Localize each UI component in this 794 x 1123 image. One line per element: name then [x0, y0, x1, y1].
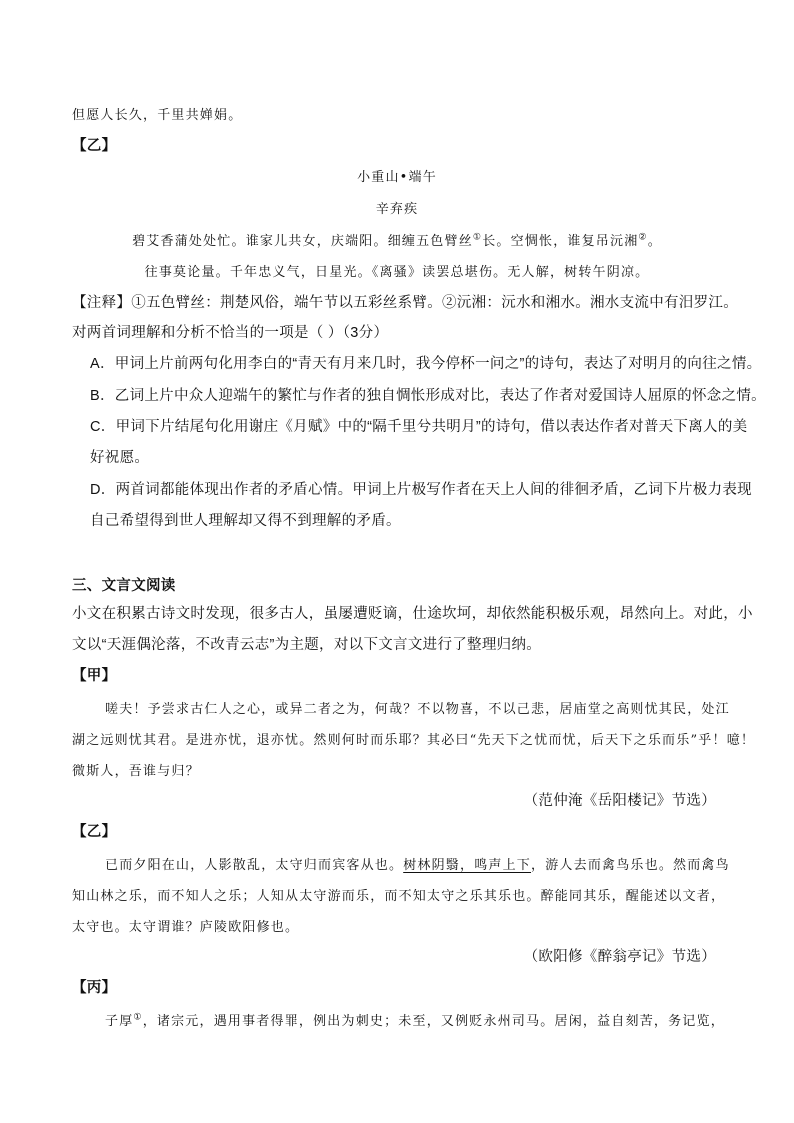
poem1-last-line: 但愿人长久，千里共婵娟。 [72, 108, 243, 123]
option-c-line-2: 好祝愿。 [90, 450, 150, 466]
poem2-line-2: 往事莫论量。千年忠义气，日星光。《离骚》读罢总堪伤。无人解，树转午阴凉。 [144, 265, 650, 280]
poem2-title: 小重山•端午 [357, 170, 437, 185]
section-intro-line-2: 文以“天涯偶沦落，不改青云志”为主题，对以下文言文进行了整理归纳。 [72, 637, 542, 653]
passage-a-line-2: 湖之远则忧其君。是进亦忧，退亦忧。然则何时而乐耶？其必曰“先天下之忧而忧，后天下之乐而乐”乎！噫！ [72, 733, 756, 748]
passage-b-marker: 【乙】 [72, 824, 117, 840]
option-d-line-1: D．两首词都能体现出作者的矛盾心情。甲词上片极写作者在天上人间的徘徊矛盾，乙词下片极力表现 [90, 482, 752, 498]
poem2-marker: 【乙】 [72, 138, 117, 154]
option-a: A．甲词上片前两句化用李白的“青天有月来几时，我今停杯一问之”的诗句，表达了对明月的向往之情。 [90, 356, 762, 372]
footnote-marker: ② [638, 232, 648, 243]
question-stem: 对两首词理解和分析不恰当的一项是（ ）（3分） [72, 325, 389, 341]
passage-a-line-1: 嗟夫！予尝求古仁人之心，或异二者之为，何哉？不以物喜，不以己悲，居庙堂之高则忧其民，处江 [105, 702, 730, 717]
poem2-line-1: 碧艾香蒲处处忙。谁家儿共女，庆端阳。细缠五色臂丝①长。空惆怅，谁复吊沅湘②。 [132, 232, 662, 249]
option-d-line-2: 自己希望得到世人理解却又得不到理解的矛盾。 [90, 513, 401, 529]
option-b: B．乙词上片中众人迎端午的繁忙与作者的独自惆怅形成对比，表达了作者对爱国诗人屈原的怀念之情。 [90, 388, 766, 404]
footnote-marker: ① [133, 1012, 143, 1023]
passage-b-line-2: 知山林之乐，而不知人之乐；人知从太守游而乐，而不知太守之乐其乐也。醉能同其乐，醒能述以文者， [72, 889, 726, 904]
passage-b-line-3: 太守也。太守谓谁？庐陵欧阳修也。 [72, 920, 300, 935]
poem2-author: 辛弃疾 [375, 202, 419, 217]
passage-c-line-1: 子厚①，诸宗元，遇用事者得罪，例出为刺史；未至，又例贬永州司马。居闲，益自刻苦，务记览， [105, 1012, 725, 1029]
footnote-marker: ① [472, 232, 483, 243]
annotation: 【注释】①五色臂丝：荆楚风俗，端午节以五彩丝系臂。②沅湘：沅水和湘水。湘水支流中有汨罗江。 [72, 295, 738, 311]
section-heading: 三、文言文阅读 [72, 578, 176, 594]
passage-a-marker: 【甲】 [72, 668, 117, 684]
passage-a-line-3: 微斯人，吾谁与归？ [72, 764, 200, 779]
underlined-phrase: 树林阴翳，鸣声上下 [403, 858, 532, 873]
section-intro-line-1: 小文在积累古诗文时发现，很多古人，虽屡遭贬谪，仕途坎坷，却依然能积极乐观，昂然向上。对此，小 [72, 606, 753, 622]
passage-a-source: （范仲淹《岳阳楼记》节选） [523, 793, 716, 809]
passage-b-line-1: 已而夕阳在山，人影散乱，太守归而宾客从也。树林阴翳，鸣声上下，游人去而禽鸟乐也。然而禽鸟 [105, 858, 730, 873]
passage-b-source: （欧阳修《醉翁亭记》节选） [523, 949, 716, 965]
option-c-line-1: C．甲词下片结尾句化用谢庄《月赋》中的“隔千里兮共明月”的诗句，借以表达作者对普天下离人的美 [90, 419, 748, 435]
passage-c-marker: 【丙】 [72, 980, 117, 996]
